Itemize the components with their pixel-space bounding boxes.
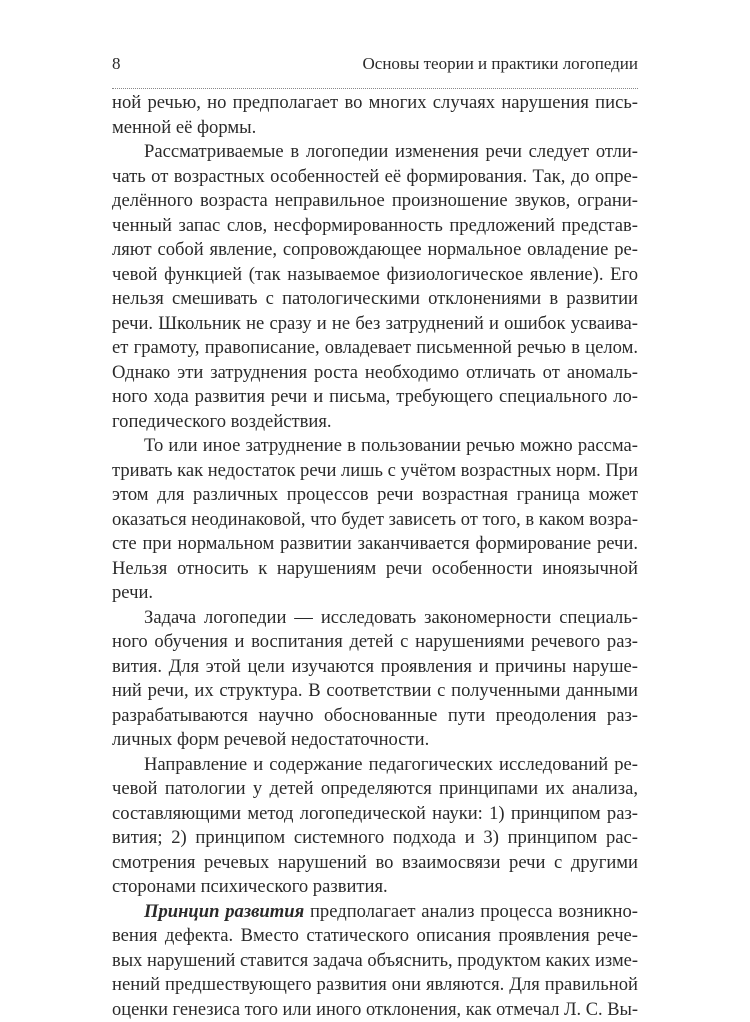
line-content: ченный запас слов, несформированность предложений представ- — [112, 215, 638, 236]
line-text — [112, 411, 332, 432]
text-line — [112, 973, 638, 998]
text-line — [112, 655, 638, 680]
line-content: составляющими метод логопедической науки: 1) принципом раз- — [112, 803, 638, 824]
emphasized-term: Принцип развития — [144, 901, 304, 922]
line-text — [112, 484, 638, 505]
line-text — [144, 141, 638, 162]
line-content: оценки генезиса того или иного отклонения, как отмечал Л. С. Вы- — [112, 999, 638, 1020]
line-content: сторонами психического развития. — [112, 876, 388, 897]
line-content: речи. Школьник не сразу и не без затруднений и ошибок усваива- — [112, 313, 638, 334]
line-text — [112, 558, 638, 579]
line-content: личных форм речевой недостаточности. — [112, 729, 429, 750]
line-content: ного обучения и воспитания детей с нарушениями речевого раз- — [112, 631, 638, 652]
text-line — [112, 998, 638, 1022]
line-text — [112, 92, 638, 113]
line-content: сте при нормальном развитии заканчивается формирование речи. — [112, 533, 638, 554]
line-text — [112, 778, 638, 799]
line-text — [112, 705, 638, 726]
text-line — [112, 630, 638, 655]
line-text — [112, 288, 638, 309]
body-text — [112, 91, 638, 1022]
line-text — [112, 582, 153, 603]
text-line — [112, 165, 638, 190]
text-line — [112, 924, 638, 949]
text-line — [112, 826, 638, 851]
line-content: оказаться неодинаковой, что будет зависеть от того, в каком возра- — [112, 509, 638, 530]
paragraph — [112, 606, 638, 753]
text-line — [112, 238, 638, 263]
text-line — [112, 116, 638, 141]
text-line — [112, 875, 638, 900]
text-line — [112, 532, 638, 557]
line-content: смотрения речевых нарушений во взаимосвязи речи с другими — [112, 852, 638, 873]
line-text — [144, 901, 638, 922]
line-content: ет грамоту, правописание, овладевает письменной речью в целом. — [112, 337, 638, 358]
text-line — [112, 728, 638, 753]
line-text — [112, 313, 638, 334]
line-content: вития. Для этой цели изучаются проявления и причины наруше- — [112, 656, 638, 677]
line-text — [112, 631, 638, 652]
line-content: Однако эти затруднения роста необходимо отличать от аномаль- — [112, 362, 638, 383]
line-content: тривать как недостаток речи лишь с учётом возрастных норм. При — [112, 460, 638, 481]
text-line — [112, 459, 638, 484]
line-text — [112, 215, 638, 236]
line-content: вения дефекта. Вместо статического описания проявления рече- — [112, 925, 638, 946]
line-text — [112, 876, 388, 897]
text-line — [112, 410, 638, 435]
line-text — [112, 508, 638, 533]
line-content: этом для различных процессов речи возрастная граница может — [112, 484, 638, 505]
text-line — [112, 704, 638, 729]
text-line — [112, 361, 638, 386]
running-header — [112, 54, 638, 80]
text-line — [112, 851, 638, 876]
line-text — [144, 435, 638, 456]
line-text — [112, 386, 638, 407]
text-line — [112, 581, 638, 606]
line-content: Рассматриваемые в логопедии изменения речи следует отли- — [144, 141, 638, 162]
line-content: Направление и содержание педагогических исследований ре- — [144, 754, 638, 775]
text-line — [112, 214, 638, 239]
line-content: чевой патологии у детей определяются принципами их анализа, — [112, 778, 638, 799]
text-line — [112, 777, 638, 802]
text-line — [112, 679, 638, 704]
line-text — [112, 117, 256, 138]
line-text — [112, 998, 638, 1022]
line-text — [112, 459, 638, 484]
text-line — [112, 140, 638, 165]
line-content: вития; 2) принципом системного подхода и 3) принципом рас- — [112, 827, 638, 848]
line-content: речи. — [112, 582, 153, 603]
line-text — [112, 949, 638, 974]
text-line — [112, 900, 638, 925]
line-text — [112, 190, 638, 211]
line-content: гопедического воздействия. — [112, 411, 332, 432]
line-content: предполагает анализ процесса возникно- — [304, 901, 638, 922]
line-content: чевой функцией (так называемое физиологическое явление). Его — [112, 264, 638, 285]
header-divider — [112, 88, 638, 89]
line-text — [112, 729, 429, 750]
line-content: ной речью, но предполагает во многих случаях нарушения пись- — [112, 92, 638, 113]
line-text — [112, 239, 638, 260]
line-text — [144, 607, 638, 628]
line-content: нельзя смешивать с патологическими отклонениями в развитии — [112, 288, 638, 309]
text-line — [112, 949, 638, 974]
line-content: менной её формы. — [112, 117, 256, 138]
line-text — [112, 974, 638, 995]
paragraph — [112, 140, 638, 434]
line-content: нений предшествующего развития они являются. Для правильной — [112, 974, 638, 995]
line-text — [112, 166, 638, 187]
text-line — [112, 508, 638, 533]
paragraph — [112, 753, 638, 900]
line-content: Задача логопедии — исследовать закономерности специаль- — [144, 607, 638, 628]
line-content: Нельзя относить к нарушениям речи особенности иноязычной — [112, 558, 638, 579]
line-text — [112, 337, 638, 358]
text-line — [112, 802, 638, 827]
line-content: разрабатываются научно обоснованные пути преодоления раз- — [112, 705, 638, 726]
line-content: ного хода развития речи и письма, требующего специального ло- — [112, 386, 638, 407]
line-content: вых нарушений ставится задача объяснить, продуктом каких изме- — [112, 950, 638, 971]
line-text — [112, 533, 638, 554]
text-line — [112, 434, 638, 459]
paragraph — [112, 91, 638, 140]
paragraph — [112, 900, 638, 1022]
line-content: То или иное затруднение в пользовании речью можно рассма- — [144, 435, 638, 456]
line-content: ний речи, их структура. В соответствии с полученными данными — [112, 680, 638, 701]
running-title: Основы теории и практики логопедии — [363, 54, 639, 74]
text-line — [112, 753, 638, 778]
text-line — [112, 287, 638, 312]
line-text — [144, 754, 638, 775]
line-text — [112, 852, 638, 873]
line-content: ляют собой явление, сопровождающее нормальное овладение ре- — [112, 239, 638, 260]
text-line — [112, 263, 638, 288]
text-line — [112, 606, 638, 631]
line-content: делённого возраста неправильное произношение звуков, ограни- — [112, 190, 638, 211]
line-content: чать от возрастных особенностей её формирования. Так, до опре- — [112, 166, 638, 187]
line-text — [112, 925, 638, 946]
text-line — [112, 385, 638, 410]
text-line — [112, 336, 638, 361]
page-number: 8 — [112, 54, 121, 74]
text-line — [112, 312, 638, 337]
text-line — [112, 91, 638, 116]
text-line — [112, 189, 638, 214]
line-text — [112, 264, 638, 285]
line-text — [112, 362, 638, 383]
line-text — [112, 680, 638, 701]
text-line — [112, 557, 638, 582]
line-text — [112, 803, 638, 824]
text-line — [112, 483, 638, 508]
paragraph — [112, 434, 638, 606]
line-text — [112, 827, 638, 848]
line-text — [112, 656, 638, 677]
